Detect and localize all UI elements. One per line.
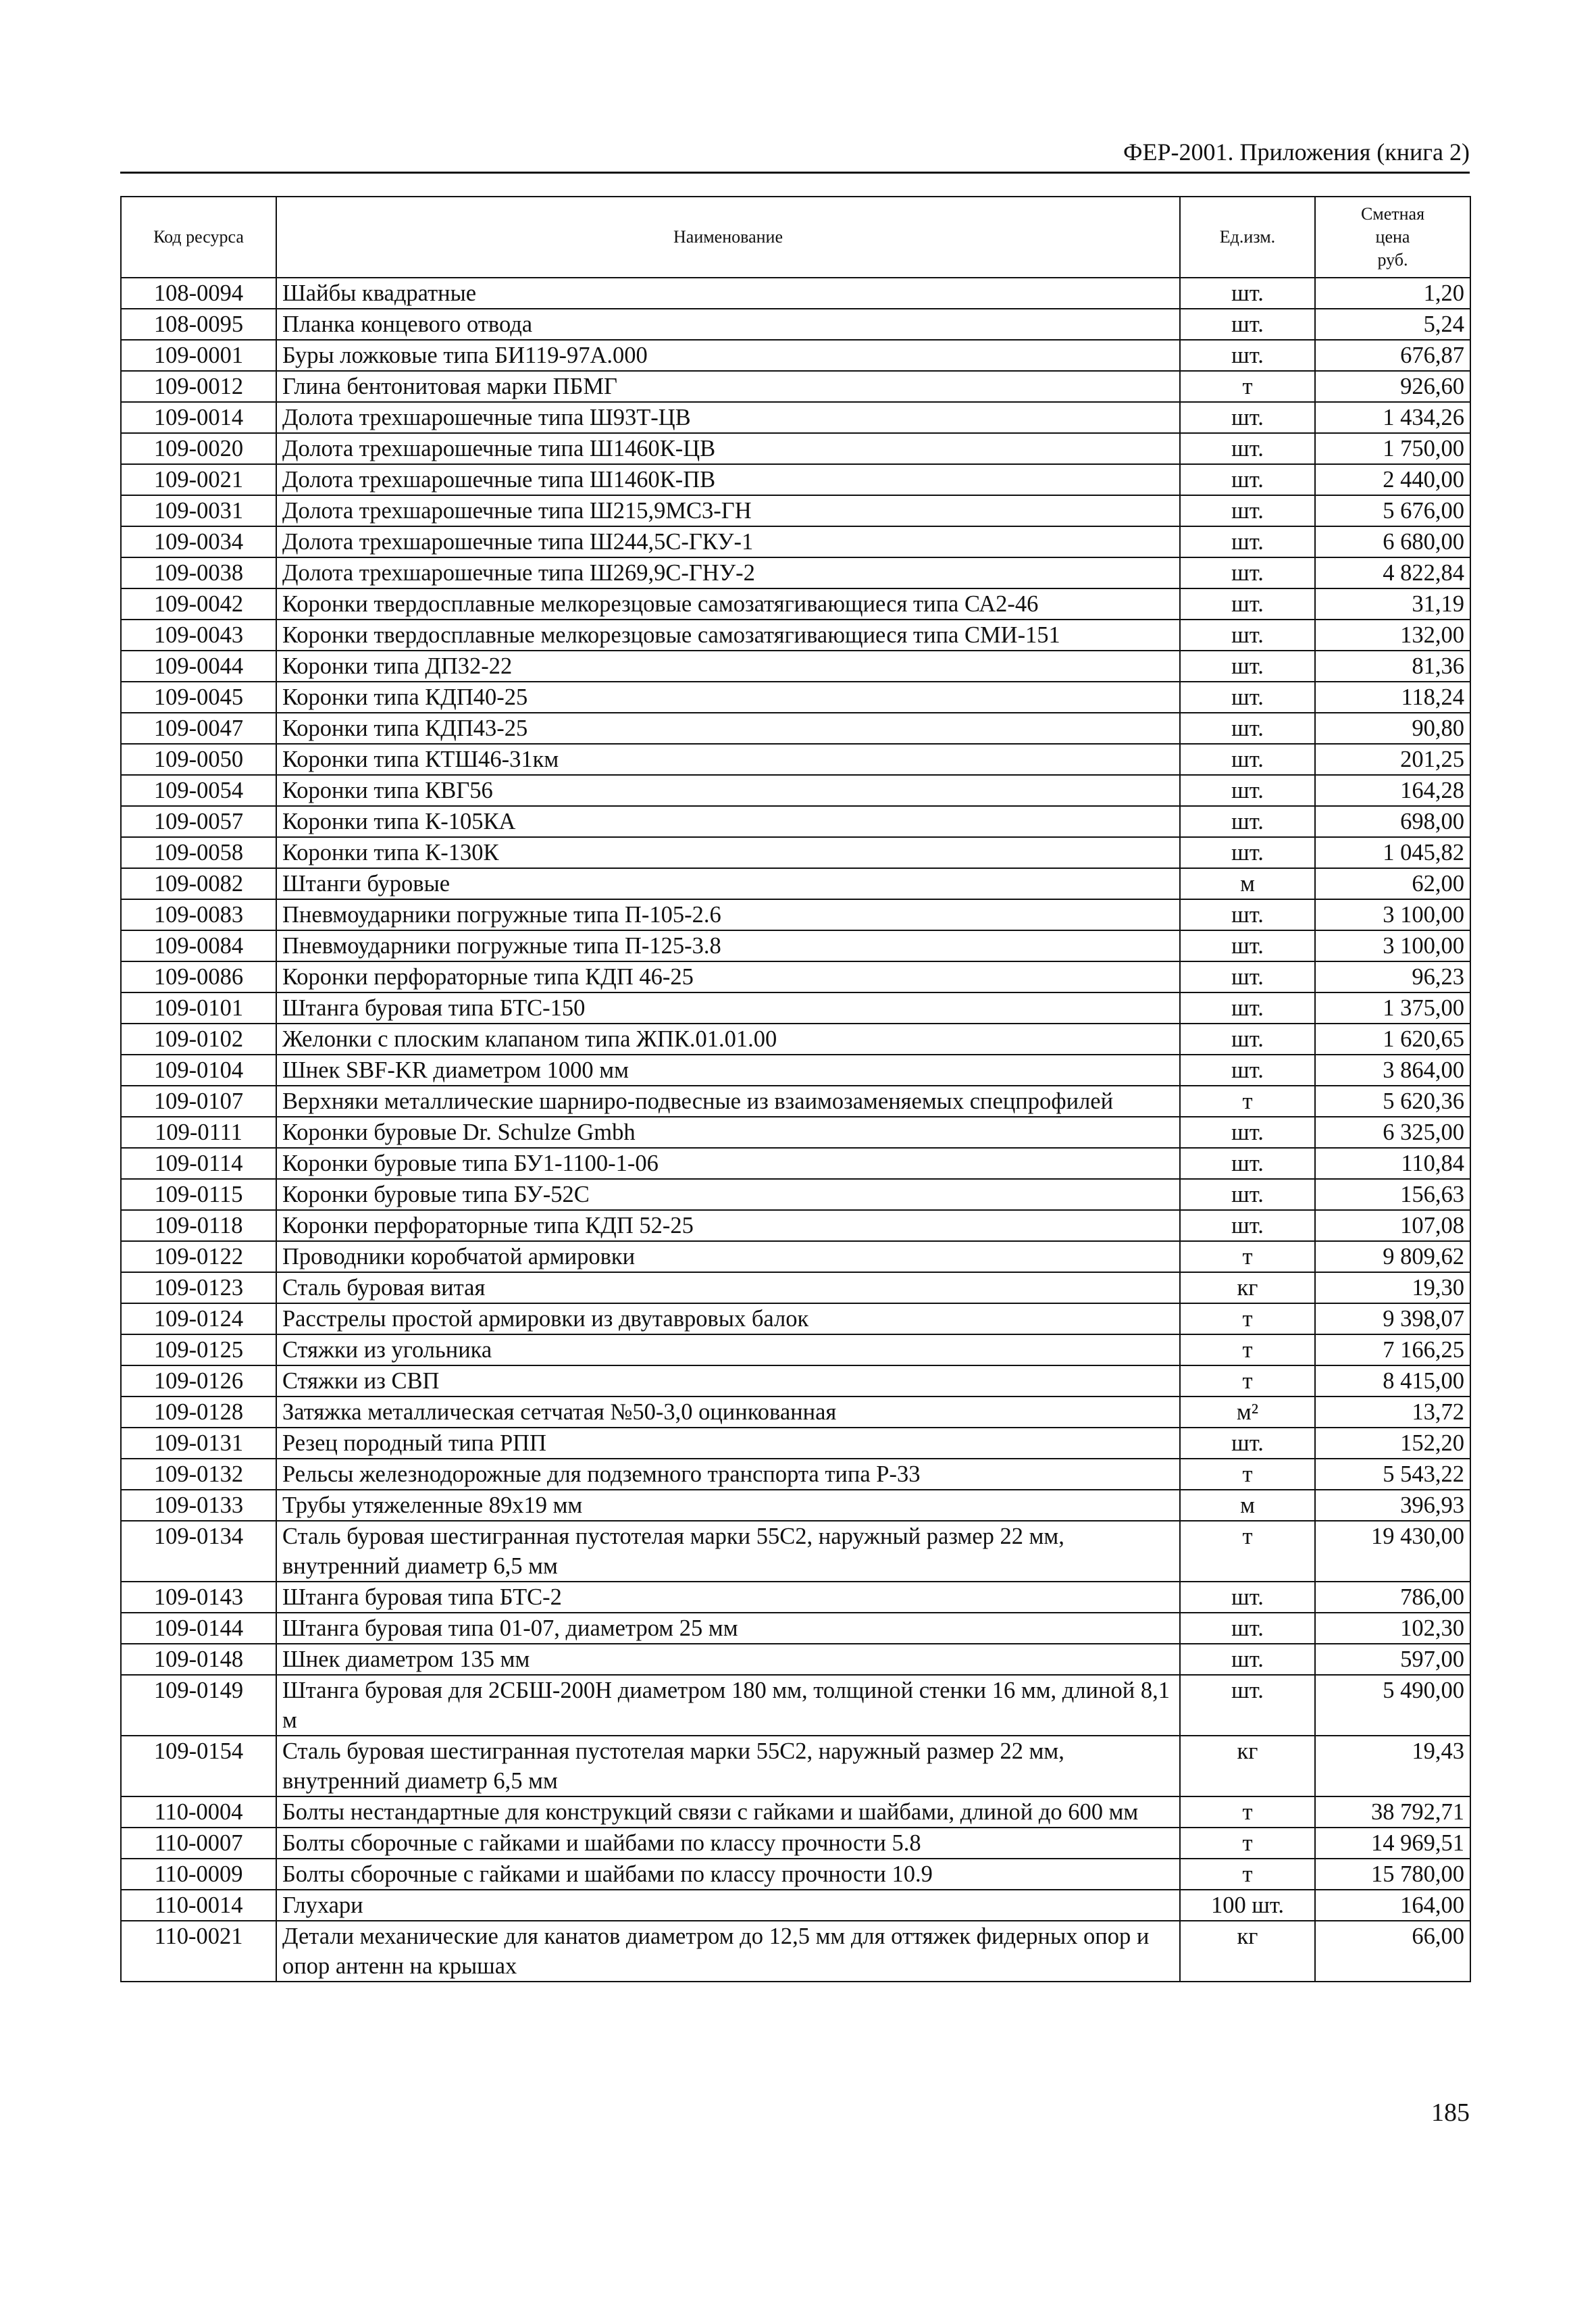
- resource-name: Верхняки металлические шарниро-подвесные из взаимозаменяемых спецпрофилей: [276, 1086, 1180, 1117]
- estimated-price: 1,20: [1315, 278, 1470, 309]
- table-row: [121, 1675, 1470, 1736]
- unit-of-measure: т: [1180, 1859, 1315, 1890]
- table-row: [121, 837, 1470, 868]
- estimated-price: 1 434,26: [1315, 402, 1470, 433]
- unit-of-measure: т: [1180, 1303, 1315, 1334]
- unit-of-measure: т: [1180, 371, 1315, 402]
- resource-name: Коронки типа КДП40-25: [276, 682, 1180, 713]
- estimated-price: 9 398,07: [1315, 1303, 1470, 1334]
- table-row: [121, 1890, 1470, 1921]
- table-header-row: [121, 197, 1470, 278]
- resource-code: 109-0133: [121, 1490, 276, 1521]
- resource-code: 109-0020: [121, 433, 276, 464]
- table-row: [121, 775, 1470, 806]
- table-row: [121, 495, 1470, 526]
- resource-code: 109-0131: [121, 1428, 276, 1459]
- table-row: [121, 1179, 1470, 1210]
- resource-code: 110-0021: [121, 1921, 276, 1982]
- unit-of-measure: шт.: [1180, 775, 1315, 806]
- estimated-price: 19,30: [1315, 1272, 1470, 1303]
- unit-of-measure: шт.: [1180, 806, 1315, 837]
- estimated-price: 38 792,71: [1315, 1796, 1470, 1828]
- resource-name: Рельсы железнодорожные для подземного транспорта типа Р-33: [276, 1459, 1180, 1490]
- table-row: [121, 713, 1470, 744]
- estimated-price: 786,00: [1315, 1582, 1470, 1613]
- resource-code: 109-0154: [121, 1736, 276, 1796]
- resource-name: Болты сборочные с гайками и шайбами по классу прочности 5.8: [276, 1828, 1180, 1859]
- unit-of-measure: шт.: [1180, 309, 1315, 340]
- estimated-price: 90,80: [1315, 713, 1470, 744]
- resource-code: 109-0118: [121, 1210, 276, 1241]
- resource-name: Коронки перфораторные типа КДП 46-25: [276, 961, 1180, 992]
- estimated-price: 676,87: [1315, 340, 1470, 371]
- resource-code: 109-0045: [121, 682, 276, 713]
- unit-of-measure: шт.: [1180, 682, 1315, 713]
- unit-of-measure: шт.: [1180, 1210, 1315, 1241]
- table-row: [121, 1086, 1470, 1117]
- table-row: [121, 340, 1470, 371]
- estimated-price: 5 676,00: [1315, 495, 1470, 526]
- page-number: 185: [1431, 2098, 1470, 2127]
- table-row: [121, 1644, 1470, 1675]
- resource-code: 110-0009: [121, 1859, 276, 1890]
- resource-name: Штанга буровая типа БТС-2: [276, 1582, 1180, 1613]
- resource-name: Глухари: [276, 1890, 1180, 1921]
- resource-code: 109-0144: [121, 1613, 276, 1644]
- resource-code: 109-0044: [121, 651, 276, 682]
- table-row: [121, 620, 1470, 651]
- estimated-price: 107,08: [1315, 1210, 1470, 1241]
- estimated-price: 6 325,00: [1315, 1117, 1470, 1148]
- column-header-unit: Ед.изм.: [1180, 197, 1315, 278]
- resource-name: Коронки типа КТШ46-31км: [276, 744, 1180, 775]
- resource-code: 109-0057: [121, 806, 276, 837]
- resource-name: Глина бентонитовая марки ПБМГ: [276, 371, 1180, 402]
- resource-name: Проводники коробчатой армировки: [276, 1241, 1180, 1272]
- resource-code: 109-0149: [121, 1675, 276, 1736]
- estimated-price: 102,30: [1315, 1613, 1470, 1644]
- resource-name: Сталь буровая витая: [276, 1272, 1180, 1303]
- resource-name: Долота трехшарошечные типа Ш1460К-ПВ: [276, 464, 1180, 495]
- resource-name: Коронки типа ДП32-22: [276, 651, 1180, 682]
- resource-name: Детали механические для канатов диаметром до 12,5 мм для оттяжек фидерных опор и опор антенн на крышах: [276, 1921, 1180, 1982]
- unit-of-measure: м: [1180, 868, 1315, 899]
- resource-name: Штанги буровые: [276, 868, 1180, 899]
- table-row: [121, 526, 1470, 557]
- unit-of-measure: 100 шт.: [1180, 1890, 1315, 1921]
- resource-code: 109-0111: [121, 1117, 276, 1148]
- resource-code: 109-0031: [121, 495, 276, 526]
- resource-code: 110-0014: [121, 1890, 276, 1921]
- estimated-price: 66,00: [1315, 1921, 1470, 1982]
- estimated-price: 1 620,65: [1315, 1024, 1470, 1055]
- resource-code: 109-0038: [121, 557, 276, 588]
- estimated-price: 201,25: [1315, 744, 1470, 775]
- resource-code: 109-0014: [121, 402, 276, 433]
- estimated-price: 5,24: [1315, 309, 1470, 340]
- unit-of-measure: т: [1180, 1334, 1315, 1365]
- header-title: ФЕР-2001. Приложения (книга 2): [1123, 139, 1470, 166]
- estimated-price: 156,63: [1315, 1179, 1470, 1210]
- resource-name: Стяжки из СВП: [276, 1365, 1180, 1397]
- estimated-price: 14 969,51: [1315, 1828, 1470, 1859]
- column-header-price: [1315, 197, 1470, 278]
- table-row: [121, 961, 1470, 992]
- resource-name: Планка концевого отвода: [276, 309, 1180, 340]
- resource-code: 109-0047: [121, 713, 276, 744]
- resource-name: Долота трехшарошечные типа Ш1460К-ЦВ: [276, 433, 1180, 464]
- table-row: [121, 1521, 1470, 1582]
- resource-code: 110-0007: [121, 1828, 276, 1859]
- table-row: [121, 1148, 1470, 1179]
- table-row: [121, 1859, 1470, 1890]
- unit-of-measure: т: [1180, 1086, 1315, 1117]
- resource-code: 109-0143: [121, 1582, 276, 1613]
- estimated-price: 597,00: [1315, 1644, 1470, 1675]
- unit-of-measure: шт.: [1180, 433, 1315, 464]
- table-row: [121, 1334, 1470, 1365]
- resource-name: Коронки твердосплавные мелкорезцовые самозатягивающиеся типа СМИ-151: [276, 620, 1180, 651]
- resource-code: 109-0034: [121, 526, 276, 557]
- resource-name: Долота трехшарошечные типа Ш244,5С-ГКУ-1: [276, 526, 1180, 557]
- resource-code: 109-0115: [121, 1179, 276, 1210]
- estimated-price: 132,00: [1315, 620, 1470, 651]
- estimated-price: 3 100,00: [1315, 899, 1470, 930]
- resource-name: Коронки буровые Dr. Schulze Gmbh: [276, 1117, 1180, 1148]
- table-row: [121, 278, 1470, 309]
- table-row: [121, 899, 1470, 930]
- table-row: [121, 433, 1470, 464]
- unit-of-measure: кг: [1180, 1736, 1315, 1796]
- resource-code: 109-0043: [121, 620, 276, 651]
- resource-code: 109-0001: [121, 340, 276, 371]
- table-row: [121, 1397, 1470, 1428]
- table-row: [121, 1582, 1470, 1613]
- table-row: [121, 1055, 1470, 1086]
- unit-of-measure: шт.: [1180, 961, 1315, 992]
- unit-of-measure: кг: [1180, 1272, 1315, 1303]
- price-header-line3: руб.: [1377, 250, 1408, 270]
- unit-of-measure: шт.: [1180, 526, 1315, 557]
- table-row: [121, 682, 1470, 713]
- table-row: [121, 1613, 1470, 1644]
- resource-name: Резец породный типа РПП: [276, 1428, 1180, 1459]
- resource-name: Долота трехшарошечные типа Ш93Т-ЦВ: [276, 402, 1180, 433]
- unit-of-measure: шт.: [1180, 899, 1315, 930]
- resource-code: 109-0134: [121, 1521, 276, 1582]
- estimated-price: 2 440,00: [1315, 464, 1470, 495]
- unit-of-measure: шт.: [1180, 1148, 1315, 1179]
- table-row: [121, 371, 1470, 402]
- resource-code: 109-0102: [121, 1024, 276, 1055]
- table-row: [121, 1303, 1470, 1334]
- resource-code: 109-0012: [121, 371, 276, 402]
- estimated-price: 926,60: [1315, 371, 1470, 402]
- table-row: [121, 868, 1470, 899]
- price-header-line2: цена: [1375, 227, 1410, 247]
- resource-name: Коронки перфораторные типа КДП 52-25: [276, 1210, 1180, 1241]
- resource-code: 108-0094: [121, 278, 276, 309]
- resource-code: 109-0101: [121, 992, 276, 1024]
- unit-of-measure: т: [1180, 1459, 1315, 1490]
- resource-name: Сталь буровая шестигранная пустотелая марки 55С2, наружный размер 22 мм, внутренний диаметр 6,5 мм: [276, 1521, 1180, 1582]
- unit-of-measure: кг: [1180, 1921, 1315, 1982]
- resource-name: Желонки с плоским клапаном типа ЖПК.01.01.00: [276, 1024, 1180, 1055]
- estimated-price: 1 750,00: [1315, 433, 1470, 464]
- estimated-price: 4 822,84: [1315, 557, 1470, 588]
- resource-name: Сталь буровая шестигранная пустотелая марки 55С2, наружный размер 22 мм, внутренний диаметр 6,5 мм: [276, 1736, 1180, 1796]
- resource-name: Шнек SBF-KR диаметром 1000 мм: [276, 1055, 1180, 1086]
- unit-of-measure: шт.: [1180, 1428, 1315, 1459]
- resource-name: Долота трехшарошечные типа Ш215,9МС3-ГН: [276, 495, 1180, 526]
- unit-of-measure: шт.: [1180, 713, 1315, 744]
- resource-name: Долота трехшарошечные типа Ш269,9С-ГНУ-2: [276, 557, 1180, 588]
- column-header-name: Наименование: [276, 197, 1180, 278]
- resource-name: Шайбы квадратные: [276, 278, 1180, 309]
- table-row: [121, 1428, 1470, 1459]
- resource-name: Коронки буровые типа БУ-52С: [276, 1179, 1180, 1210]
- resource-name: Трубы утяжеленные 89х19 мм: [276, 1490, 1180, 1521]
- table-row: [121, 930, 1470, 961]
- resource-name: Штанга буровая типа 01-07, диаметром 25 мм: [276, 1613, 1180, 1644]
- estimated-price: 698,00: [1315, 806, 1470, 837]
- table-body: [121, 278, 1470, 1982]
- table-row: [121, 1736, 1470, 1796]
- unit-of-measure: шт.: [1180, 557, 1315, 588]
- resource-name: Коронки типа К-105КА: [276, 806, 1180, 837]
- unit-of-measure: т: [1180, 1521, 1315, 1582]
- estimated-price: 396,93: [1315, 1490, 1470, 1521]
- resource-code: 110-0004: [121, 1796, 276, 1828]
- resource-name: Расстрелы простой армировки из двутавровых балок: [276, 1303, 1180, 1334]
- unit-of-measure: шт.: [1180, 588, 1315, 620]
- unit-of-measure: т: [1180, 1796, 1315, 1828]
- table-row: [121, 464, 1470, 495]
- resource-code: 109-0058: [121, 837, 276, 868]
- unit-of-measure: шт.: [1180, 1117, 1315, 1148]
- estimated-price: 110,84: [1315, 1148, 1470, 1179]
- unit-of-measure: т: [1180, 1365, 1315, 1397]
- table-row: [121, 1024, 1470, 1055]
- estimated-price: 164,00: [1315, 1890, 1470, 1921]
- unit-of-measure: шт.: [1180, 1644, 1315, 1675]
- unit-of-measure: шт.: [1180, 402, 1315, 433]
- resource-code: 109-0132: [121, 1459, 276, 1490]
- resource-code: 109-0082: [121, 868, 276, 899]
- resource-code: 109-0122: [121, 1241, 276, 1272]
- estimated-price: 3 100,00: [1315, 930, 1470, 961]
- unit-of-measure: шт.: [1180, 930, 1315, 961]
- unit-of-measure: шт.: [1180, 1675, 1315, 1736]
- column-header-code: Код ресурса: [121, 197, 276, 278]
- resource-code: 109-0124: [121, 1303, 276, 1334]
- estimated-price: 81,36: [1315, 651, 1470, 682]
- table-row: [121, 402, 1470, 433]
- estimated-price: 3 864,00: [1315, 1055, 1470, 1086]
- price-header-line1: Сметная: [1360, 204, 1425, 224]
- resource-price-table: [120, 196, 1471, 1982]
- resource-code: 109-0126: [121, 1365, 276, 1397]
- table-row: [121, 1796, 1470, 1828]
- unit-of-measure: шт.: [1180, 744, 1315, 775]
- resource-name: Коронки твердосплавные мелкорезцовые самозатягивающиеся типа СА2-46: [276, 588, 1180, 620]
- resource-name: Коронки типа КДП43-25: [276, 713, 1180, 744]
- table-row: [121, 1921, 1470, 1982]
- resource-code: 109-0123: [121, 1272, 276, 1303]
- resource-name: Болты нестандартные для конструкций связи с гайками и шайбами, длиной до 600 мм: [276, 1796, 1180, 1828]
- estimated-price: 6 680,00: [1315, 526, 1470, 557]
- table-row: [121, 1241, 1470, 1272]
- resource-code: 109-0083: [121, 899, 276, 930]
- unit-of-measure: шт.: [1180, 1024, 1315, 1055]
- estimated-price: 62,00: [1315, 868, 1470, 899]
- unit-of-measure: м: [1180, 1490, 1315, 1521]
- table-row: [121, 1459, 1470, 1490]
- table-row: [121, 1828, 1470, 1859]
- resource-name: Коронки типа К-130К: [276, 837, 1180, 868]
- resource-name: Штанга буровая типа БТС-150: [276, 992, 1180, 1024]
- unit-of-measure: шт.: [1180, 651, 1315, 682]
- unit-of-measure: шт.: [1180, 495, 1315, 526]
- resource-name: Буры ложковые типа БИ119-97А.000: [276, 340, 1180, 371]
- resource-name: Коронки буровые типа БУ1-1100-1-06: [276, 1148, 1180, 1179]
- resource-name: Затяжка металлическая сетчатая №50-3,0 оцинкованная: [276, 1397, 1180, 1428]
- resource-code: 109-0128: [121, 1397, 276, 1428]
- table-row: [121, 309, 1470, 340]
- estimated-price: 13,72: [1315, 1397, 1470, 1428]
- resource-code: 109-0125: [121, 1334, 276, 1365]
- unit-of-measure: шт.: [1180, 992, 1315, 1024]
- estimated-price: 164,28: [1315, 775, 1470, 806]
- estimated-price: 1 375,00: [1315, 992, 1470, 1024]
- estimated-price: 19 430,00: [1315, 1521, 1470, 1582]
- estimated-price: 5 490,00: [1315, 1675, 1470, 1736]
- unit-of-measure: шт.: [1180, 1179, 1315, 1210]
- resource-code: 109-0086: [121, 961, 276, 992]
- page-header: [120, 135, 1470, 174]
- estimated-price: 5 620,36: [1315, 1086, 1470, 1117]
- unit-of-measure: шт.: [1180, 1613, 1315, 1644]
- estimated-price: 1 045,82: [1315, 837, 1470, 868]
- unit-of-measure: шт.: [1180, 340, 1315, 371]
- table-row: [121, 1365, 1470, 1397]
- resource-name: Пневмоударники погружные типа П-125-3.8: [276, 930, 1180, 961]
- estimated-price: 9 809,62: [1315, 1241, 1470, 1272]
- table-row: [121, 1210, 1470, 1241]
- resource-code: 109-0021: [121, 464, 276, 495]
- table-row: [121, 806, 1470, 837]
- unit-of-measure: шт.: [1180, 278, 1315, 309]
- estimated-price: 152,20: [1315, 1428, 1470, 1459]
- resource-code: 109-0148: [121, 1644, 276, 1675]
- unit-of-measure: т: [1180, 1241, 1315, 1272]
- unit-of-measure: т: [1180, 1828, 1315, 1859]
- table-row: [121, 557, 1470, 588]
- resource-code: 109-0084: [121, 930, 276, 961]
- unit-of-measure: шт.: [1180, 837, 1315, 868]
- resource-name: Болты сборочные с гайками и шайбами по классу прочности 10.9: [276, 1859, 1180, 1890]
- table-row: [121, 1272, 1470, 1303]
- resource-name: Шнек диаметром 135 мм: [276, 1644, 1180, 1675]
- resource-code: 108-0095: [121, 309, 276, 340]
- table-row: [121, 744, 1470, 775]
- resource-code: 109-0107: [121, 1086, 276, 1117]
- resource-name: Штанга буровая для 2СБШ-200Н диаметром 180 мм, толщиной стенки 16 мм, длиной 8,1 м: [276, 1675, 1180, 1736]
- table-row: [121, 588, 1470, 620]
- unit-of-measure: м²: [1180, 1397, 1315, 1428]
- table-row: [121, 1490, 1470, 1521]
- resource-code: 109-0050: [121, 744, 276, 775]
- estimated-price: 96,23: [1315, 961, 1470, 992]
- resource-name: Стяжки из угольника: [276, 1334, 1180, 1365]
- unit-of-measure: шт.: [1180, 464, 1315, 495]
- estimated-price: 7 166,25: [1315, 1334, 1470, 1365]
- resource-name: Пневмоударники погружные типа П-105-2.6: [276, 899, 1180, 930]
- estimated-price: 118,24: [1315, 682, 1470, 713]
- resource-code: 109-0114: [121, 1148, 276, 1179]
- unit-of-measure: шт.: [1180, 1582, 1315, 1613]
- resource-code: 109-0042: [121, 588, 276, 620]
- resource-code: 109-0104: [121, 1055, 276, 1086]
- estimated-price: 15 780,00: [1315, 1859, 1470, 1890]
- estimated-price: 31,19: [1315, 588, 1470, 620]
- table-row: [121, 1117, 1470, 1148]
- table-row: [121, 651, 1470, 682]
- table-row: [121, 992, 1470, 1024]
- unit-of-measure: шт.: [1180, 620, 1315, 651]
- resource-name: Коронки типа КВГ56: [276, 775, 1180, 806]
- estimated-price: 5 543,22: [1315, 1459, 1470, 1490]
- unit-of-measure: шт.: [1180, 1055, 1315, 1086]
- estimated-price: 8 415,00: [1315, 1365, 1470, 1397]
- estimated-price: 19,43: [1315, 1736, 1470, 1796]
- resource-code: 109-0054: [121, 775, 276, 806]
